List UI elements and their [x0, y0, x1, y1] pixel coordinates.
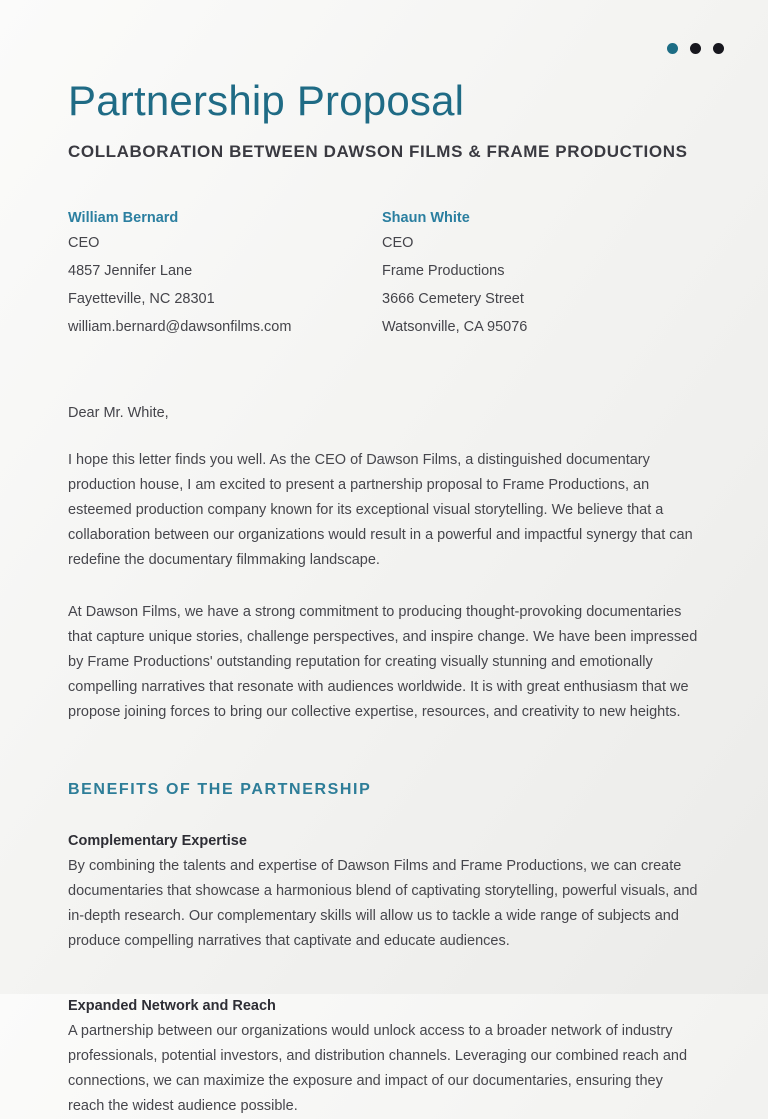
- sender-name: William Bernard: [68, 210, 179, 227]
- sender-role: CEO: [68, 235, 100, 252]
- benefit-title: Expanded Network and Reach: [68, 998, 276, 1015]
- benefit-body: A partnership between our organizations would unlock access to a broader network of industry professionals, potential investors, and distribution channels. Leveraging our combined reach and connections, we can maximize the exposure and impact of our documentaries, ensuring they reach the widest audience possible.: [68, 1023, 688, 1115]
- dark-dot-icon: [690, 43, 701, 54]
- contact-blocks: [68, 210, 700, 345]
- contact-recipient: [382, 210, 696, 345]
- benefits-section-heading: BENEFITS OF THE PARTNERSHIP: [68, 781, 372, 799]
- benefit-title: Complementary Expertise: [68, 833, 247, 850]
- sender-address-line2: Fayetteville, NC 28301: [68, 291, 215, 308]
- letter-paragraph: At Dawson Films, we have a strong commitment to producing thought-provoking documentaries that capture unique stories, challenge perspectives, and inspire change. We have been impressed by Frame Productions' outstanding reputation for creating visually stunning and emotionally compelling narratives that resonate with audiences worldwide. It is with great enthusiasm that we propose joining forces to bring our collective expertise, resources, and creativity to new heights.: [68, 604, 698, 721]
- recipient-role: CEO: [382, 235, 414, 252]
- recipient-company: Frame Productions: [382, 263, 505, 280]
- letter-paragraph: I hope this letter finds you well. As the CEO of Dawson Films, a distinguished documentary production house, I am excited to present a partnership proposal to Frame Productions, an esteemed production company known for its exceptional visual storytelling. We believe that a collaboration between our organizations would result in a powerful and impactful synergy that can redefine the documentary filmmaking landscape.: [68, 452, 693, 569]
- salutation: Dear Mr. White,: [68, 405, 169, 422]
- sender-email: william.bernard@dawsonfilms.com: [68, 319, 292, 336]
- recipient-name: Shaun White: [382, 210, 470, 227]
- benefit-item-expanded-network: [68, 998, 700, 1119]
- dark-dot-icon: [713, 43, 724, 54]
- page-subtitle: COLLABORATION BETWEEN DAWSON FILMS & FRAME PRODUCTIONS: [68, 142, 688, 162]
- benefit-item-complementary-expertise: [68, 833, 700, 954]
- decorative-dots: [667, 43, 724, 54]
- recipient-address-line1: 3666 Cemetery Street: [382, 291, 524, 308]
- benefit-body: By combining the talents and expertise of Dawson Films and Frame Productions, we can create documentaries that showcase a harmonious blend of captivating storytelling, powerful visuals, and in-depth research. Our complementary skills will allow us to tackle a wide range of subjects and produce compelling narratives that captivate and educate audiences.: [68, 858, 698, 950]
- recipient-address-line2: Watsonville, CA 95076: [382, 319, 528, 336]
- page-title: Partnership Proposal: [68, 77, 465, 124]
- contact-sender: [68, 210, 382, 345]
- accent-dot-icon: [667, 43, 678, 54]
- sender-address-line1: 4857 Jennifer Lane: [68, 263, 193, 280]
